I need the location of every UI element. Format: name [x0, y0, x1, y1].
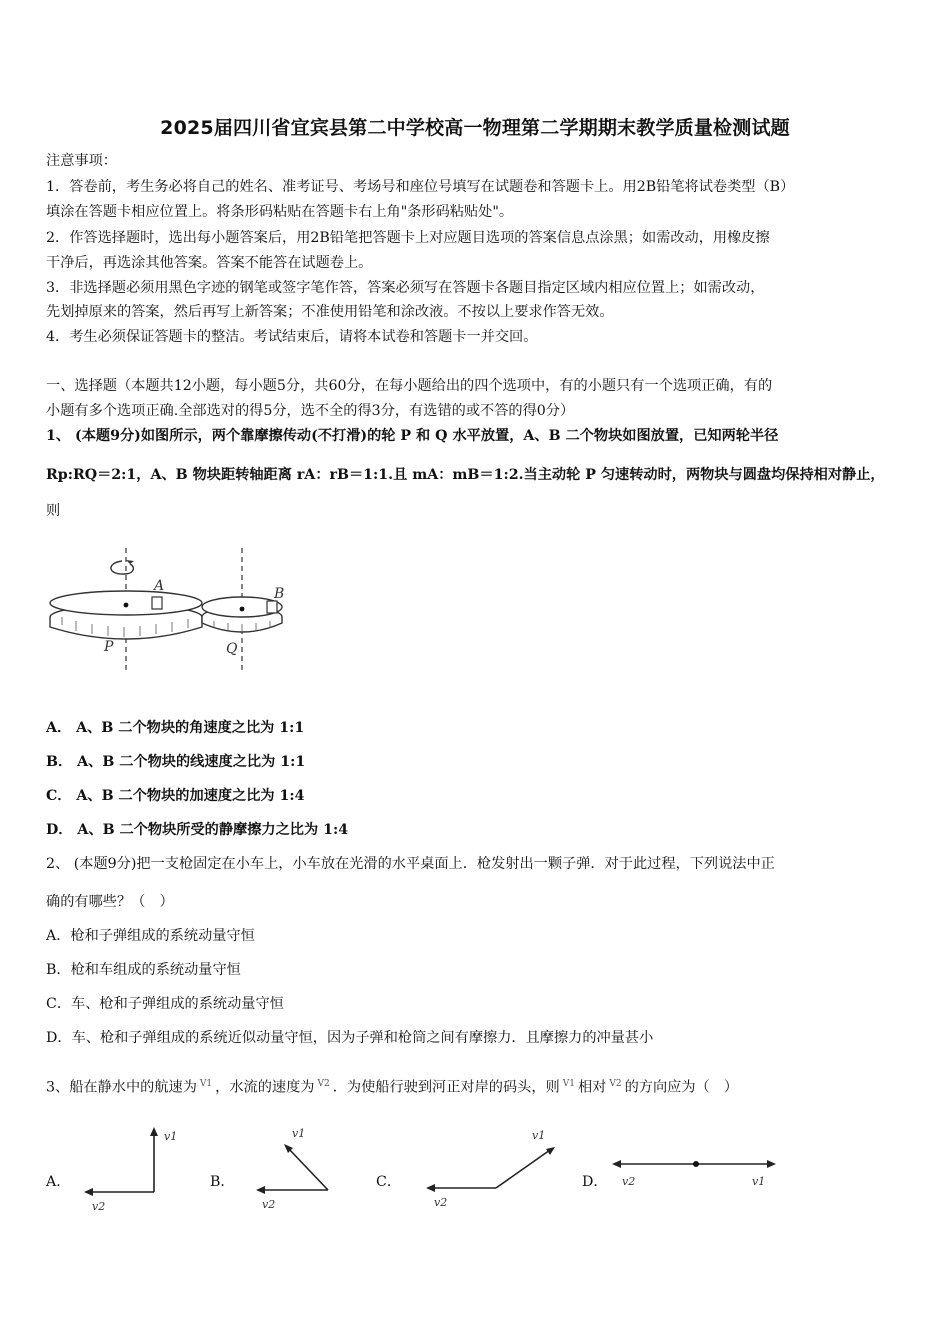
- q3-stem: [46, 1074, 738, 1098]
- q3-option-c-label[interactable]: C．: [376, 1174, 402, 1190]
- q3b-v2: v2: [262, 1198, 276, 1211]
- q3-option-d-label[interactable]: D．: [582, 1174, 608, 1190]
- q3d-v2: v2: [622, 1175, 636, 1188]
- q1-stem-line-2: Rp:RQ＝2:1，A、B 物块距转轴距离 rA：rB＝1:1.且 mA：mB＝1:2.当主动轮 P 匀速转动时，两物块与圆盘均保持相对静止，: [46, 467, 885, 483]
- q3-sym-v2: V2: [317, 1079, 330, 1089]
- notice-line-6: 先划掉原来的答案，然后再写上新答案；不准使用铅笔和涂改液。不按以上要求作答无效。: [46, 304, 614, 320]
- q2-option-c[interactable]: C．车、枪和子弹组成的系统动量守恒: [46, 996, 284, 1012]
- label-a: A: [154, 578, 165, 594]
- q1-option-a[interactable]: A． A、B 二个物块的角速度之比为 1:1: [46, 720, 305, 736]
- q3b-v1: v1: [292, 1127, 306, 1140]
- q1-wheels-figure: [44, 543, 304, 673]
- label-p: P: [104, 639, 114, 655]
- notice-line-1: 1．答卷前，考生务必将自己的姓名、准考证号、考场号和座位号填写在试题卷和答题卡上。用2B铅笔将试卷类型（B）: [46, 179, 795, 195]
- q3-stem-part-1: 3、船在静水中的航速为: [46, 1079, 197, 1096]
- q3-option-b-diagram[interactable]: [240, 1122, 340, 1217]
- q3-option-b-label[interactable]: B．: [210, 1174, 235, 1190]
- q3a-v1: v1: [164, 1130, 178, 1143]
- q3a-v2: v2: [92, 1200, 106, 1213]
- section-heading-line-2: 小题有多个选项正确.全部选对的得5分，选不全的得3分，有选错的或不答的得0分）: [46, 403, 575, 419]
- notice-line-2: 填涂在答题卡相应位置上。将条形码粘贴在答题卡右上角"条形码粘贴处"。: [46, 204, 514, 220]
- q3-stem-part-4: 相对: [577, 1079, 607, 1096]
- q3-stem-part-2: ，水流的速度为: [215, 1079, 315, 1096]
- q3-option-d-diagram[interactable]: [608, 1150, 783, 1210]
- q2-option-d[interactable]: D．车、枪和子弹组成的系统近似动量守恒，因为子弹和枪筒之间有摩擦力．且摩擦力的冲量甚小: [46, 1030, 654, 1046]
- label-q: Q: [226, 641, 238, 657]
- q2-stem-line-1: 2、 (本题9分)把一支枪固定在小车上，小车放在光滑的水平桌面上．枪发射出一颗子弹．对于此过程，下列说法中正: [46, 856, 775, 872]
- q3-option-a-diagram[interactable]: [78, 1122, 188, 1217]
- q3-stem-part-3: ．为使船行驶到河正对岸的码头，则: [332, 1079, 560, 1096]
- q1-stem-line-3: 则: [46, 503, 61, 519]
- q3d-v1: v1: [752, 1175, 766, 1188]
- notice-line-3: 2．作答选择题时，选出每小题答案后，用2B铅笔把答题卡上对应题目选项的答案信息点涂黑；如需改动，用橡皮擦: [46, 230, 770, 246]
- notice-line-7: 4．考生必须保证答题卡的整洁。考试结束后，请将本试卷和答题卡一并交回。: [46, 329, 538, 345]
- page-title: 2025届四川省宜宾县第二中学校高一物理第二学期期末教学质量检测试题: [160, 117, 790, 139]
- label-b: B: [274, 586, 285, 602]
- q3-option-c-diagram[interactable]: [418, 1122, 568, 1217]
- q3-sym-v1: V1: [199, 1079, 213, 1089]
- q1-option-c[interactable]: C． A、B 二个物块的加速度之比为 1:4: [46, 788, 305, 804]
- q1-option-b[interactable]: B． A、B 二个物块的线速度之比为 1:1: [46, 754, 306, 770]
- q3c-v1: v1: [532, 1129, 546, 1142]
- notice-line-5: 3．非选择题必须用黑色字迹的钢笔或签字笔作答，答案必须写在答题卡各题目指定区域内相应位置上；如需改动，: [46, 280, 765, 296]
- q3-sym-v1b: V1: [562, 1079, 575, 1089]
- q3-sym-v2b: V2: [609, 1079, 622, 1089]
- section-heading-line-1: 一、选择题（本题共12小题，每小题5分，共60分，在每小题给出的四个选项中，有的小题只有一个选项正确，有的: [46, 378, 773, 394]
- q3-stem-part-5: 的方向应为（ ）: [624, 1079, 739, 1096]
- notice-heading: 注意事项：: [46, 153, 117, 169]
- q3-option-a-label[interactable]: A．: [46, 1174, 71, 1190]
- q2-option-b[interactable]: B．枪和车组成的系统动量守恒: [46, 962, 241, 978]
- q2-stem-line-2: 确的有哪些？（ ）: [46, 894, 174, 910]
- q1-option-d[interactable]: D． A、B 二个物块所受的静摩擦力之比为 1:4: [46, 822, 349, 838]
- q2-option-a[interactable]: A．枪和子弹组成的系统动量守恒: [46, 928, 255, 944]
- q1-stem-line-1: 1、 (本题9分)如图所示，两个靠摩擦传动(不打滑)的轮 P 和 Q 水平放置，A、B 二个物块如图放置，已知两轮半径: [46, 428, 779, 444]
- notice-line-4: 干净后，再选涂其他答案。答案不能答在试题卷上。: [46, 255, 373, 271]
- q3c-v2: v2: [434, 1196, 448, 1209]
